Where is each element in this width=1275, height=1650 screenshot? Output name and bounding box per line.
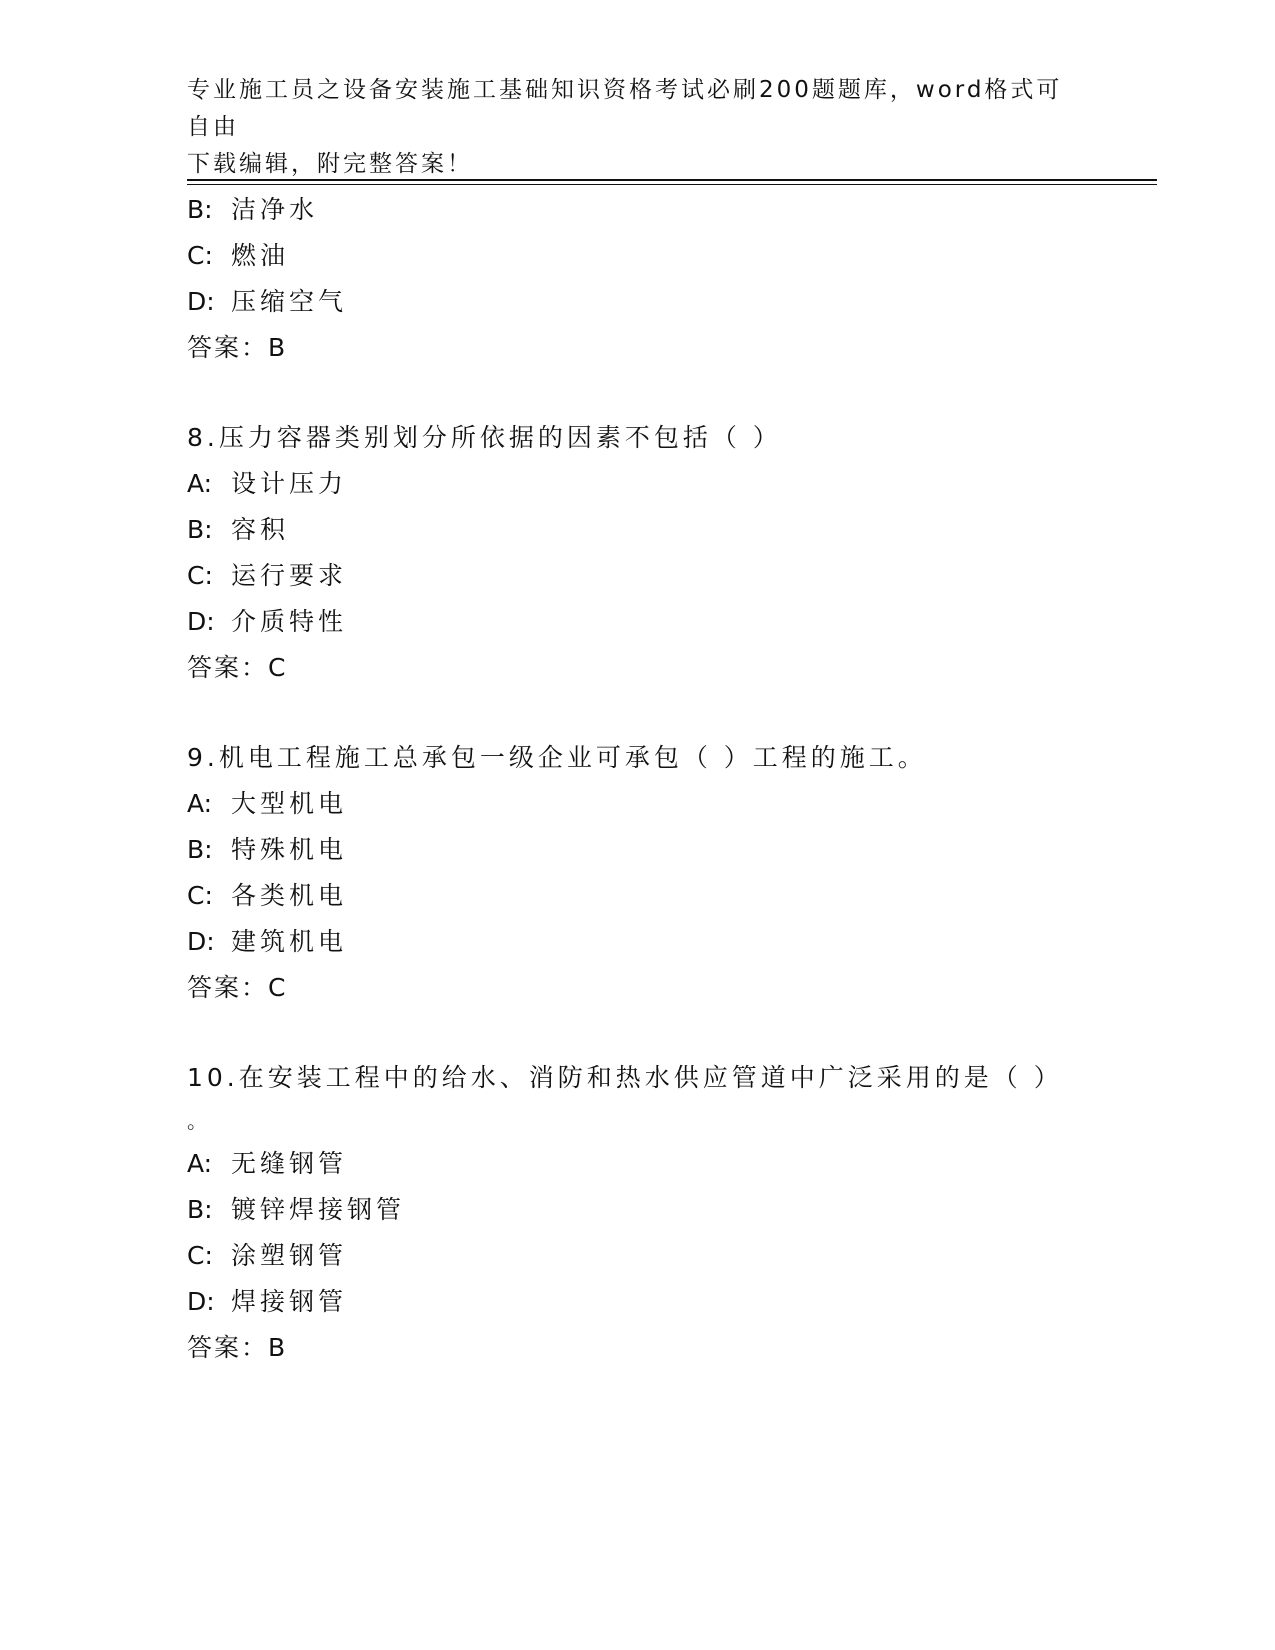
option-text: 介质特性	[231, 607, 348, 636]
option-letter: D:	[187, 1287, 215, 1316]
option-letter: D:	[187, 607, 215, 636]
option-text: 无缝钢管	[231, 1149, 348, 1178]
option-letter: D:	[187, 927, 215, 956]
option-letter: C:	[187, 1241, 213, 1270]
option-letter: A:	[187, 789, 213, 818]
option-letter: B:	[187, 195, 213, 224]
option-d	[187, 599, 1087, 645]
option-text: 燃油	[231, 241, 290, 270]
option-a	[187, 781, 1087, 827]
header-line-2: 下载编辑，附完整答案！	[187, 151, 473, 177]
question-stem: 9.机电工程施工总承包一级企业可承包（ ）工程的施工。	[187, 743, 927, 772]
option-d	[187, 279, 1087, 325]
option-text: 各类机电	[231, 881, 348, 910]
question-8	[187, 415, 1087, 691]
question-stem: 8.压力容器类别划分所依据的因素不包括（ ）	[187, 423, 782, 452]
option-text: 建筑机电	[231, 927, 348, 956]
option-letter: B:	[187, 835, 213, 864]
document-header	[187, 72, 1067, 183]
option-letter: A:	[187, 469, 213, 498]
answer-line: 答案：B	[187, 1333, 288, 1362]
option-c	[187, 873, 1087, 919]
answer-line: 答案：B	[187, 333, 288, 362]
header-divider-thin	[187, 184, 1157, 185]
answer-line: 答案：C	[187, 973, 288, 1002]
answer-line: 答案：C	[187, 653, 288, 682]
option-letter: A:	[187, 1149, 213, 1178]
option-b	[187, 1187, 1087, 1233]
option-b	[187, 507, 1087, 553]
option-c	[187, 233, 1087, 279]
header-divider-thick	[187, 179, 1157, 181]
option-text: 洁净水	[231, 195, 319, 224]
option-letter: B:	[187, 1195, 213, 1224]
option-text: 设计压力	[231, 469, 348, 498]
option-letter: D:	[187, 287, 215, 316]
question-list	[187, 187, 1087, 1371]
option-text: 镀锌焊接钢管	[231, 1195, 406, 1224]
option-a	[187, 1141, 1087, 1187]
option-text: 焊接钢管	[231, 1287, 348, 1316]
option-c	[187, 553, 1087, 599]
option-c	[187, 1233, 1087, 1279]
option-text: 涂塑钢管	[231, 1241, 348, 1270]
option-b	[187, 827, 1087, 873]
option-text: 运行要求	[231, 561, 348, 590]
option-d	[187, 919, 1087, 965]
option-b	[187, 187, 1087, 233]
option-letter: C:	[187, 561, 213, 590]
option-d	[187, 1279, 1087, 1325]
option-letter: B:	[187, 515, 213, 544]
option-text: 特殊机电	[231, 835, 348, 864]
option-text: 压缩空气	[231, 287, 348, 316]
option-letter: C:	[187, 881, 213, 910]
question-9	[187, 735, 1087, 1011]
option-text: 容积	[231, 515, 290, 544]
partial-question	[187, 187, 1087, 371]
question-stem-continuation: 。	[187, 1109, 207, 1133]
option-letter: C:	[187, 241, 213, 270]
question-10	[187, 1055, 1087, 1371]
option-a	[187, 461, 1087, 507]
header-line-1: 专业施工员之设备安装施工基础知识资格考试必刷200题题库，word格式可自由	[187, 77, 1063, 140]
option-text: 大型机电	[231, 789, 348, 818]
question-stem: 10.在安装工程中的给水、消防和热水供应管道中广泛采用的是（ ）	[187, 1063, 1063, 1092]
